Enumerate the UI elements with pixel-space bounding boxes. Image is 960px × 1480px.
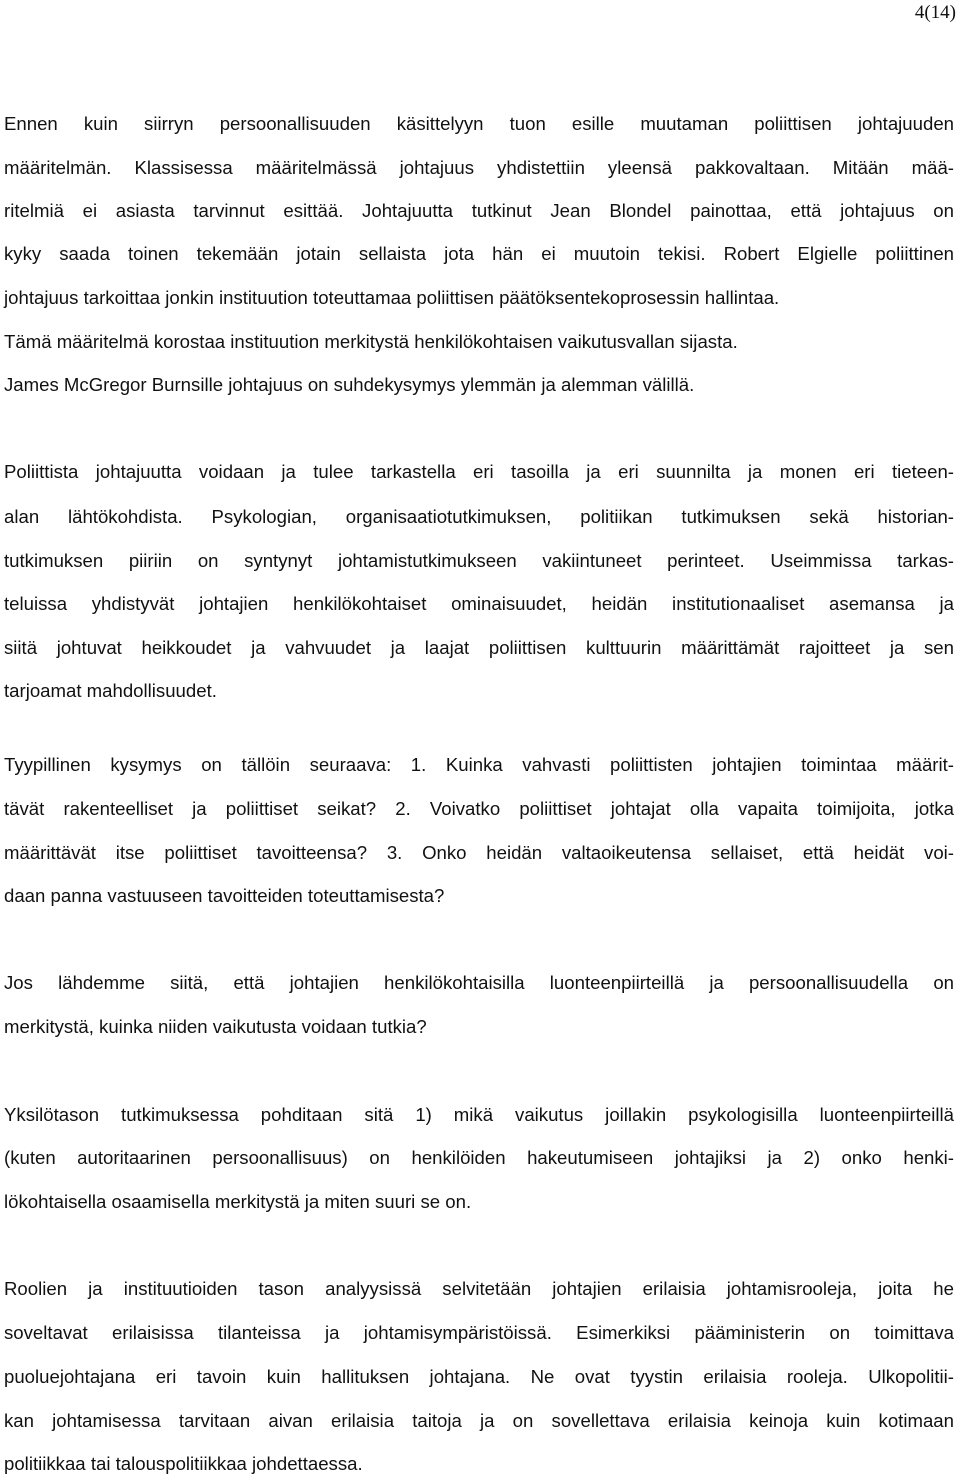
text-line: Tyypillinen kysymys on tällöin seuraava: 1. Kuinka vahvasti poliittisten johtajien toimintaa määrit- <box>4 754 954 775</box>
text-line: tävät rakenteelliset ja poliittiset seikat? 2. Voivatko poliittiset johtajat olla vapaita toimijoita, jotka <box>4 798 954 819</box>
text-line: Yksilötason tutkimuksessa pohditaan sitä 1) mikä vaikutus joillakin psykologisilla luonteenpiirteillä <box>4 1104 954 1125</box>
text-line: johtajuus tarkoittaa jonkin instituution toteuttamaa poliittisen päätöksentekoprosessin hallintaa. <box>4 287 780 308</box>
text-line: Jos lähdemme siitä, että johtajien henkilökohtaisilla luonteenpiirteillä ja persoonallisuudella on <box>4 972 954 993</box>
text-line: Roolien ja instituutioiden tason analyysissä selvitetään johtajien erilaisia johtamisrooleja, joita he <box>4 1278 954 1299</box>
text-line: kyky saada toinen tekemään jotain sellaista jota hän ei muutoin tekisi. Robert Elgielle poliittinen <box>4 243 954 264</box>
page-number: 4(14) <box>914 2 956 23</box>
text-line: Poliittista johtajuutta voidaan ja tulee tarkastella eri tasoilla ja eri suunnilta ja monen eri tieteen- <box>4 461 954 482</box>
text-line: määritelmän. Klassisessa määritelmässä johtajuus yhdistettiin yleensä pakkovaltaan. Mitään mää- <box>4 157 954 178</box>
text-line: tutkimuksen piiriin on syntynyt johtamistutkimukseen vakiintuneet perinteet. Useimmissa tarkas- <box>4 550 954 571</box>
text-line: kan johtamisessa tarvitaan aivan erilaisia taitoja ja on sovellettava erilaisia keinoja kuin kotimaan <box>4 1410 954 1431</box>
text-line: (kuten autoritaarinen persoonallisuus) on henkilöiden hakeutumiseen johtajiksi ja 2) onko henki- <box>4 1147 954 1168</box>
text-line: teluissa yhdistyvät johtajien henkilökohtaiset ominaisuudet, heidän institutionaaliset asemansa ja <box>4 593 954 614</box>
text-line: soveltavat erilaisissa tilanteissa ja johtamisympäristöissä. Esimerkiksi pääministerin on toimittava <box>4 1322 954 1343</box>
text-line: Ennen kuin siirryn persoonallisuuden käsittelyyn tuon esille muutaman poliittisen johtajuuden <box>4 113 954 134</box>
text-line: politiikkaa tai talouspolitiikkaa johdettaessa. <box>4 1453 363 1474</box>
text-line: tarjoamat mahdollisuudet. <box>4 680 217 701</box>
text-line: alan lähtökohdista. Psykologian, organisaatiotutkimuksen, politiikan tutkimuksen sekä historian- <box>4 506 954 527</box>
text-line: James McGregor Burnsille johtajuus on suhdekysymys ylemmän ja alemman välillä. <box>4 374 695 395</box>
text-line: ritelmiä ei asiasta tarvinnut esittää. Johtajuutta tutkinut Jean Blondel painottaa, että johtajuus on <box>4 200 954 221</box>
text-line: daan panna vastuuseen tavoitteiden toteuttamisesta? <box>4 885 445 906</box>
text-line: määrittävät itse poliittiset tavoitteensa? 3. Onko heidän valtaoikeutensa sellaiset, että heidät voi- <box>4 842 954 863</box>
text-line: lökohtaisella osaamisella merkitystä ja miten suuri se on. <box>4 1191 472 1212</box>
text-line: Tämä määritelmä korostaa instituution merkitystä henkilökohtaisen vaikutusvallan sijasta. <box>4 331 738 352</box>
text-line: siitä johtuvat heikkoudet ja vahvuudet ja laajat poliittisen kulttuurin määrittämät rajoitteet ja sen <box>4 637 954 658</box>
text-line: puoluejohtajana eri tavoin kuin hallituksen johtajana. Ne ovat tyystin erilaisia rooleja. Ulkopolitii- <box>4 1366 954 1387</box>
text-line: merkitystä, kuinka niiden vaikutusta voidaan tutkia? <box>4 1016 427 1037</box>
